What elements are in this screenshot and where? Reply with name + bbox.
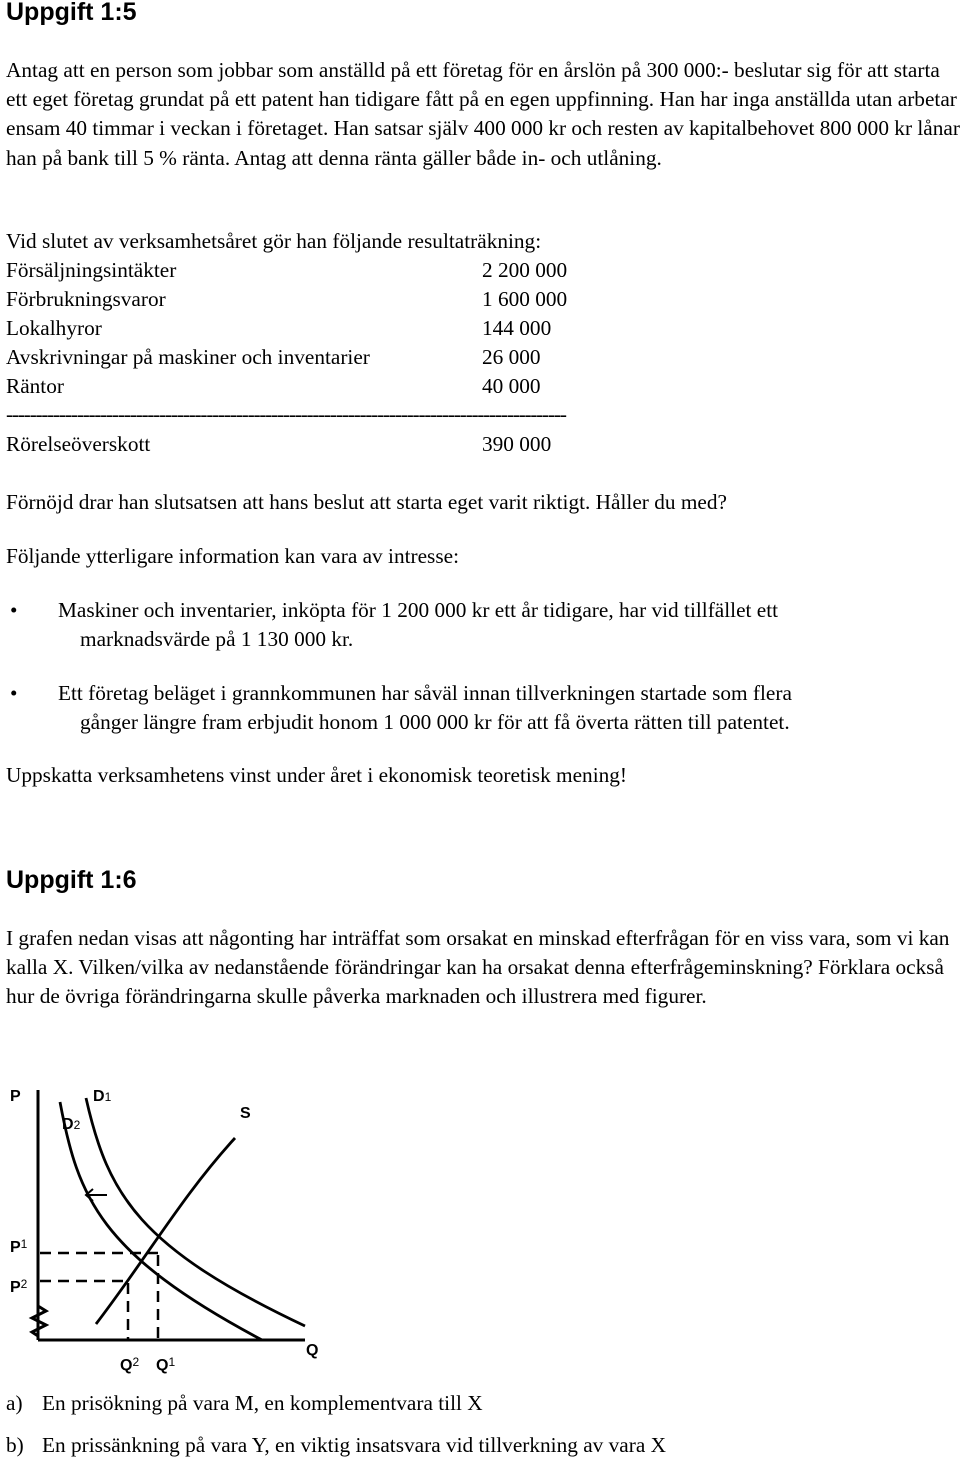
y-axis-label: P [10,1088,21,1105]
bullet-item [58,596,958,654]
statement-row-value: 1 600 000 [482,287,568,311]
p2-label: $P^2$ [10,1277,28,1296]
task6-heading: Uppgift 1:6 [6,866,137,894]
option-letter: b) [6,1433,24,1457]
bullet-dot: • [10,681,18,705]
bullet-line: Ett företag beläget i grannkommunen har såväl innan tillverkningen startade som flera [58,681,792,705]
info-intro: Följande ytterligare information kan vara av intresse: [6,544,459,568]
supply-curve [96,1138,235,1324]
demand-curve-d2 [60,1102,262,1340]
x-axis-label: Q [306,1342,319,1359]
d1-label: D1 [93,1088,112,1105]
task6-intro: I grafen nedan visas att någonting har inträffat som orsakat en minskad efterfrågan för en viss vara, som vi kan kalla X. Vilken/vilka av nedanstående förändringar kan ha orsakat denna efterfrågeminskning? Förklara också hur de övriga förändringarna skulle påverka marknaden och illustrera med figurer. [6,926,950,1009]
bullet-dot: • [10,598,18,622]
task5-intro: Antag att en person som jobbar som anställd på ett företag för en årslön på 300 000:- beslutar sig för att starta ett eget företag grundat på ett patent han tidigare fått på en egen uppfinning. Han har inga anställda utan arbetar ensam 40 timmar i veckan i företaget. Han satsar själv 400 000 kr och resten av kapitalbehovet 800 000 kr lånar han på bank till 5 % ränta. Antag att denna ränta gäller både in- och utlåning. [6,58,960,170]
statement-intro: Vid slutet av verksamhetsåret gör han följande resultaträkning: [6,229,542,253]
result-label: Rörelseöverskott [6,432,151,456]
option-text: En prisökning på vara M, en komplementvara till X [42,1391,483,1415]
task5-heading: Uppgift 1:5 [6,0,137,26]
q1-label: $Q^1$ [156,1355,176,1374]
statement-row-label: Avskrivningar på maskiner och inventarier [6,345,370,369]
statement-row-label: Försäljningsintäkter [6,258,177,282]
statement-row-value: 144 000 [482,316,552,340]
bullet-item [58,679,958,737]
conclusion: Förnöjd drar han slutsatsen att hans beslut att starta eget varit riktigt. Håller du med? [6,490,727,514]
statement-row-value: 40 000 [482,374,541,398]
task5-question: Uppskatta verksamhetens vinst under året i ekonomisk teoretisk mening! [6,763,628,787]
statement-row-label: Lokalhyror [6,316,102,340]
q2-label: $Q^2$ [120,1355,140,1374]
option-letter: a) [6,1391,23,1415]
result-value: 390 000 [482,432,552,456]
bullet-line: gånger längre fram erbjudit honom 1 000 000 kr för att få överta rätten till patentet. [80,710,790,735]
supply-demand-chart [0,1078,340,1378]
option-text: En prissänkning på vara Y, en viktig insatsvara vid tillverkning av vara X [42,1433,666,1457]
d2-label: D2 [62,1116,81,1133]
statement-row-label: Förbrukningsvaror [6,287,166,311]
statement-row-value: 2 200 000 [482,258,568,282]
supply-label: S [240,1105,251,1122]
statement-row-value: 26 000 [482,345,541,369]
bullet-line: marknadsvärde på 1 130 000 kr. [80,627,354,652]
bullet-line: Maskiner och inventarier, inköpta för 1 200 000 kr ett år tidigare, har vid tillfället ett [58,598,779,622]
statement-row-label: Räntor [6,374,64,398]
statement-separator: ----------------------------------------------------------------------------------------------- [6,402,566,426]
p1-label: $P^1$ [10,1237,28,1256]
